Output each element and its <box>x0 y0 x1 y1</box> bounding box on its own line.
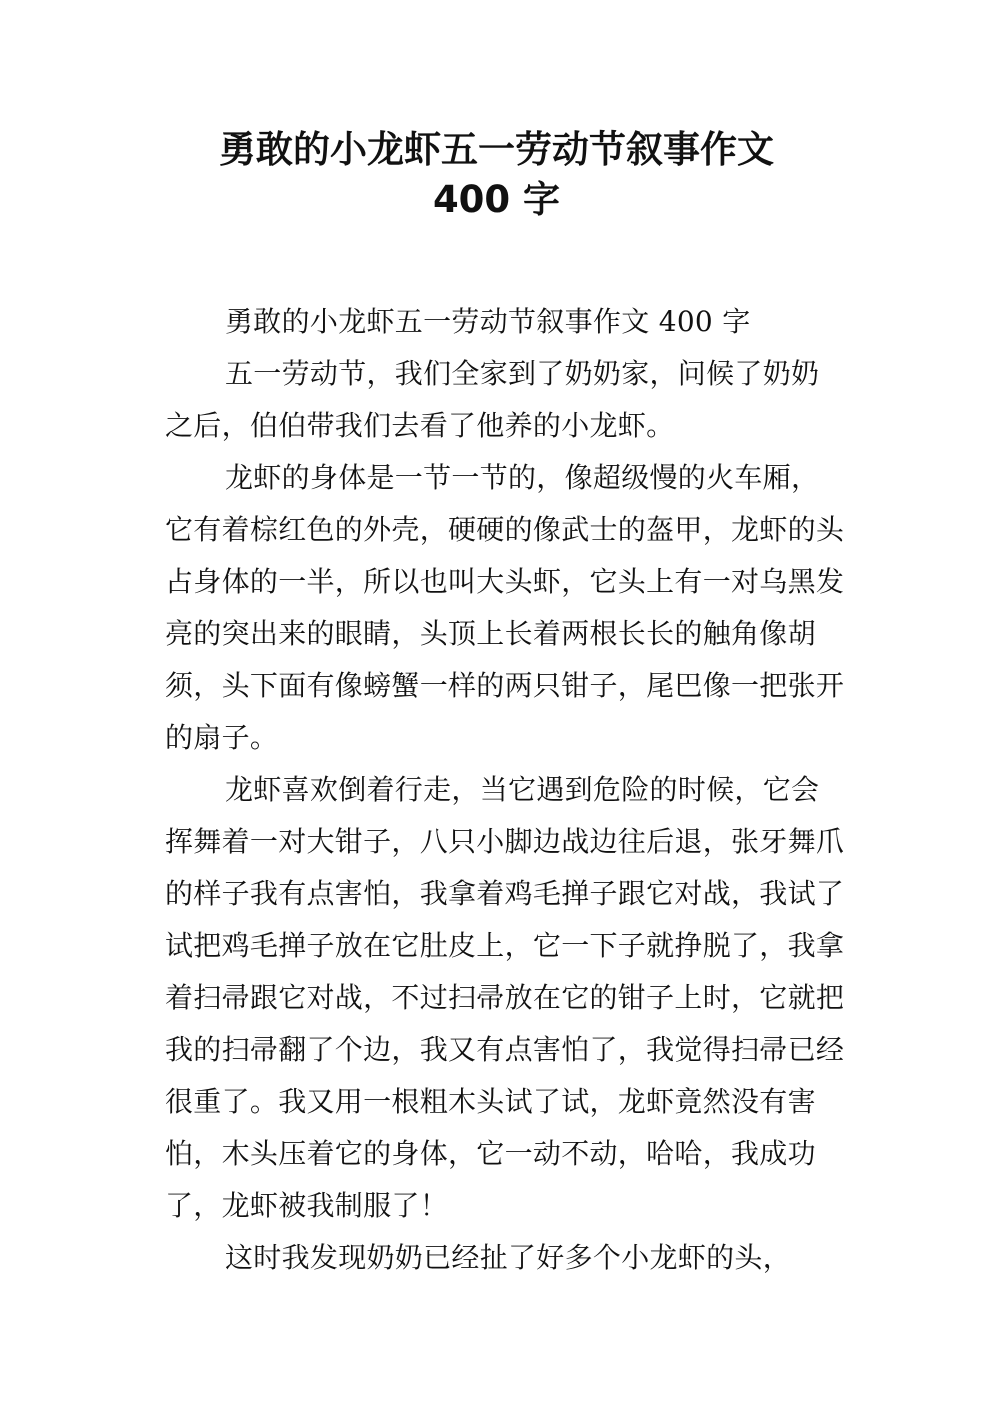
paragraph-subtitle: 勇敢的小龙虾五一劳动节叙事作文 400 字 <box>225 305 751 338</box>
paragraph: 这时我发现奶奶已经扯了好多个小龙虾的头， <box>225 1241 792 1274</box>
document-title-line1: 勇敢的小龙虾五一劳动节叙事作文 <box>219 128 774 171</box>
document-title-line2: 400 字 <box>432 178 561 221</box>
document-body <box>165 296 845 1284</box>
paragraph: 龙虾喜欢倒着行走，当它遇到危险的时候，它会挥舞着一对大钳子，八只小脚边战边往后退，张牙舞爪的样子我有点害怕，我拿着鸡毛掸子跟它对战，我试了试把鸡毛掸子放在它肚皮上，它一下子就挣脱了，我拿着扫帚跟它对战，不过扫帚放在它的钳子上时，它就把我的扫帚翻了个边，我又有点害怕了，我觉得扫帚已经很重了。我又用一根粗木头试了试，龙虾竟然没有害怕，木头压着它的身体，它一动不动，哈哈，我成功了，龙虾被我制服了！ <box>165 773 845 1222</box>
paragraph: 五一劳动节，我们全家到了奶奶家，问候了奶奶之后，伯伯带我们去看了他养的小龙虾。 <box>165 357 820 442</box>
paragraph: 龙虾的身体是一节一节的，像超级慢的火车厢，它有着棕红色的外壳，硬硬的像武士的盔甲，龙虾的头占身体的一半，所以也叫大头虾，它头上有一对乌黑发亮的突出来的眼睛，头顶上长着两根长长的触角像胡须，头下面有像螃蟹一样的两只钳子，尾巴像一把张开的扇子。 <box>165 461 845 754</box>
